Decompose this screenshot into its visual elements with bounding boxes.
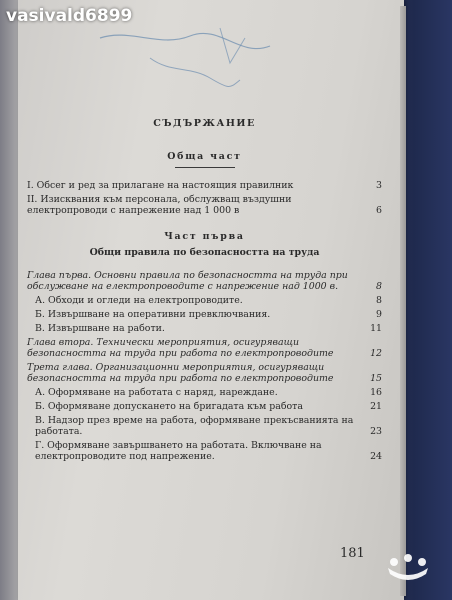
entry-page: 24 [370,451,382,462]
bazar-logo-icon [380,552,444,594]
toc-entry [27,401,382,412]
page-number: 181 [340,546,365,561]
toc-entry [27,295,382,306]
entry-page: 9 [376,309,382,320]
entry-text: Глава втора. Технически мероприятия, осигуряващи безопасността на труда при работа по електропроводите [27,337,334,359]
entry-text: Трета глава. Организационни мероприятия, осигуряващи безопасността на труда при работа по електропроводите [27,362,334,384]
section-divider [175,167,235,168]
toc-entry [27,415,382,437]
entry-page: 3 [376,180,382,191]
toc-entry [27,309,382,320]
entry-text: Г. Оформяване завършването на работата. Включване на електропроводите под напрежение. [35,440,322,462]
entry-text: Б. Извършване на оперативни превключвания. [35,309,271,320]
entry-page: 16 [370,387,382,398]
entry-text: II. Изисквания към персонала, обслужващ въздушни електропроводи с напрежение над 1 000 в [27,194,292,216]
entry-page: 21 [370,401,382,412]
seller-watermark: vasivald6899 [6,6,133,26]
toc-entry [27,387,382,398]
entry-text: А. Обходи и огледи на електропроводите. [35,295,243,306]
chapter-entry [27,270,382,292]
entry-page: 8 [376,295,382,306]
entry-page: 23 [370,426,382,437]
entry-text: Б. Оформяване допускането на бригадата към работа [35,401,303,412]
chapter-entry [27,337,382,359]
entry-page: 6 [376,205,382,216]
entry-text: В. Надзор през време на работа, оформяване прекъсванията на работата. [35,415,354,437]
toc-title: СЪДЪРЖАНИЕ [153,118,256,129]
entry-text: В. Извършване на работи. [35,323,165,334]
part-one-head: Част първа [164,231,245,242]
chapter-entry [27,362,382,384]
entry-page: 12 [370,348,382,359]
handwriting-scribble [40,18,320,98]
entry-page: 15 [370,373,382,384]
toc-entry [27,194,382,216]
toc-entry [27,323,382,334]
general-section-head: Обща част [167,151,242,162]
entry-text: А. Оформяване на работата с наряд, нареждане. [35,387,278,398]
entry-page: 8 [376,281,382,292]
part-one-subtitle: Общи правила по безопасността на труда [89,247,320,258]
entry-page: 11 [370,323,382,334]
entry-text: I. Обсег и ред за прилагане на настоящия правилник [27,180,294,191]
table-of-contents [27,118,382,465]
toc-entry [27,440,382,462]
page-edge [400,6,406,596]
entry-text: Глава първа. Основни правила по безопасността на труда при обслужване на електропроводите с напрежение над 1000 в. [27,270,348,292]
toc-entry [27,180,382,191]
